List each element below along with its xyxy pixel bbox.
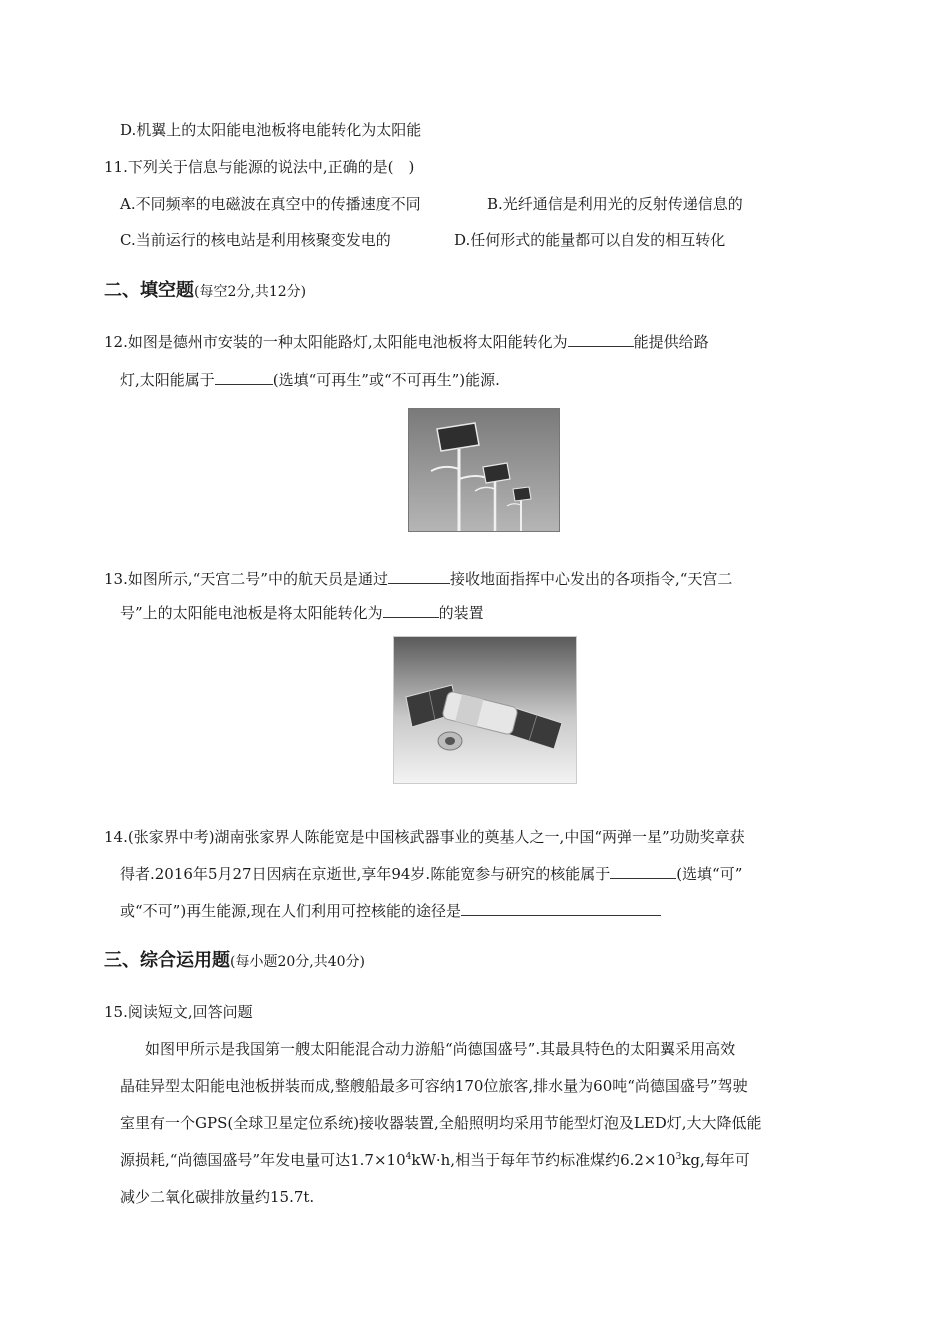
q11-option-b: B.光纤通信是利用光的反射传递信息的 bbox=[487, 195, 743, 213]
q11-option-a: A.不同频率的电磁波在真空中的传播速度不同 bbox=[120, 195, 421, 213]
q14-text-c: 或“不可”)再生能源,现在人们利用可控核能的途径是 bbox=[120, 902, 461, 920]
q13-line-1 bbox=[104, 569, 732, 589]
q10-option-d: D.机翼上的太阳能电池板将电能转化为太阳能 bbox=[120, 121, 422, 139]
q12-blank-1[interactable] bbox=[568, 332, 634, 347]
tiangong-2-photo bbox=[393, 636, 577, 784]
q14-text-b: (选填“可” bbox=[676, 865, 743, 883]
q12-text-c: 灯,太阳能属于 bbox=[120, 371, 215, 389]
q12-line-1 bbox=[104, 332, 709, 352]
q13-text-d: 的装置 bbox=[438, 604, 484, 622]
solar-street-light-illustration bbox=[409, 409, 559, 531]
q11-option-c: C.当前运行的核电站是利用核聚变发电的 bbox=[120, 231, 391, 249]
q15-stem: 15.阅读短文,回答问题 bbox=[104, 1003, 253, 1021]
q15-text-a: 源损耗,“尚德国盛号”年发电量可达1.7×10 bbox=[120, 1151, 406, 1169]
q13-line-2 bbox=[120, 603, 484, 623]
q13-text-a: 13.如图所示,“天宫二号”中的航天员是通过 bbox=[104, 570, 388, 588]
section-3-heading bbox=[104, 948, 365, 975]
q11-stem: 11.下列关于信息与能源的说法中,正确的是( ) bbox=[104, 158, 415, 176]
tiangong-2-illustration bbox=[394, 637, 576, 783]
section-2-title: 二、填空题 bbox=[104, 280, 194, 301]
q15-text-c: kg,每年可 bbox=[681, 1151, 750, 1169]
q14-line-2 bbox=[120, 864, 742, 884]
q12-text-a: 12.如图是德州市安装的一种太阳能路灯,太阳能电池板将太阳能转化为 bbox=[104, 333, 568, 351]
q13-blank-2[interactable] bbox=[383, 603, 439, 618]
q14-line-1: 14.(张家界中考)湖南张家界人陈能宽是中国核武器事业的奠基人之一,中国“两弹一星”功勋奖章获 bbox=[104, 828, 745, 846]
q14-blank-1[interactable] bbox=[610, 864, 676, 879]
q14-line-3 bbox=[120, 901, 661, 921]
q12-blank-2[interactable] bbox=[215, 370, 273, 385]
q13-blank-1[interactable] bbox=[388, 569, 450, 584]
q13-text-b: 接收地面指挥中心发出的各项指令,“天宫二 bbox=[449, 570, 733, 588]
solar-street-light-photo bbox=[408, 408, 560, 532]
q12-text-d: (选填“可再生”或“不可再生”)能源. bbox=[272, 371, 500, 389]
q14-text-a: 得者.2016年5月27日因病在京逝世,享年94岁.陈能宽参与研究的核能属于 bbox=[120, 865, 611, 883]
section-2-note: (每空2分,共12分) bbox=[194, 284, 307, 300]
section-2-heading bbox=[104, 278, 306, 305]
section-3-note: (每小题20分,共40分) bbox=[230, 954, 366, 970]
section-3-title: 三、综合运用题 bbox=[104, 950, 230, 971]
q15-paragraph-line-1: 如图甲所示是我国第一艘太阳能混合动力游船“尚德国盛号”.其最具特色的太阳翼采用高效 bbox=[145, 1040, 736, 1058]
q12-text-b: 能提供给路 bbox=[633, 333, 709, 351]
q15-exponent-1: 4 bbox=[405, 1152, 412, 1162]
q12-line-2 bbox=[120, 370, 500, 390]
q15-paragraph-line-5: 减少二氧化碳排放量约15.7t. bbox=[120, 1188, 315, 1206]
q11-option-d: D.任何形式的能量都可以自发的相互转化 bbox=[454, 231, 726, 249]
q15-paragraph-line-4 bbox=[120, 1150, 750, 1170]
q13-text-c: 号”上的太阳能电池板是将太阳能转化为 bbox=[120, 604, 383, 622]
q14-blank-2[interactable] bbox=[461, 901, 661, 916]
q15-exponent-2: 3 bbox=[675, 1152, 682, 1162]
q15-text-b: kW·h,相当于每年节约标准煤约6.2×10 bbox=[411, 1151, 676, 1169]
q15-paragraph-line-3: 室里有一个GPS(全球卫星定位系统)接收器装置,全船照明均采用节能型灯泡及LED灯,大大降低能 bbox=[120, 1114, 762, 1132]
q15-paragraph-line-2: 晶硅异型太阳能电池板拼装而成,整艘船最多可容纳170位旅客,排水量为60吨“尚德国盛号”驾驶 bbox=[120, 1077, 748, 1095]
